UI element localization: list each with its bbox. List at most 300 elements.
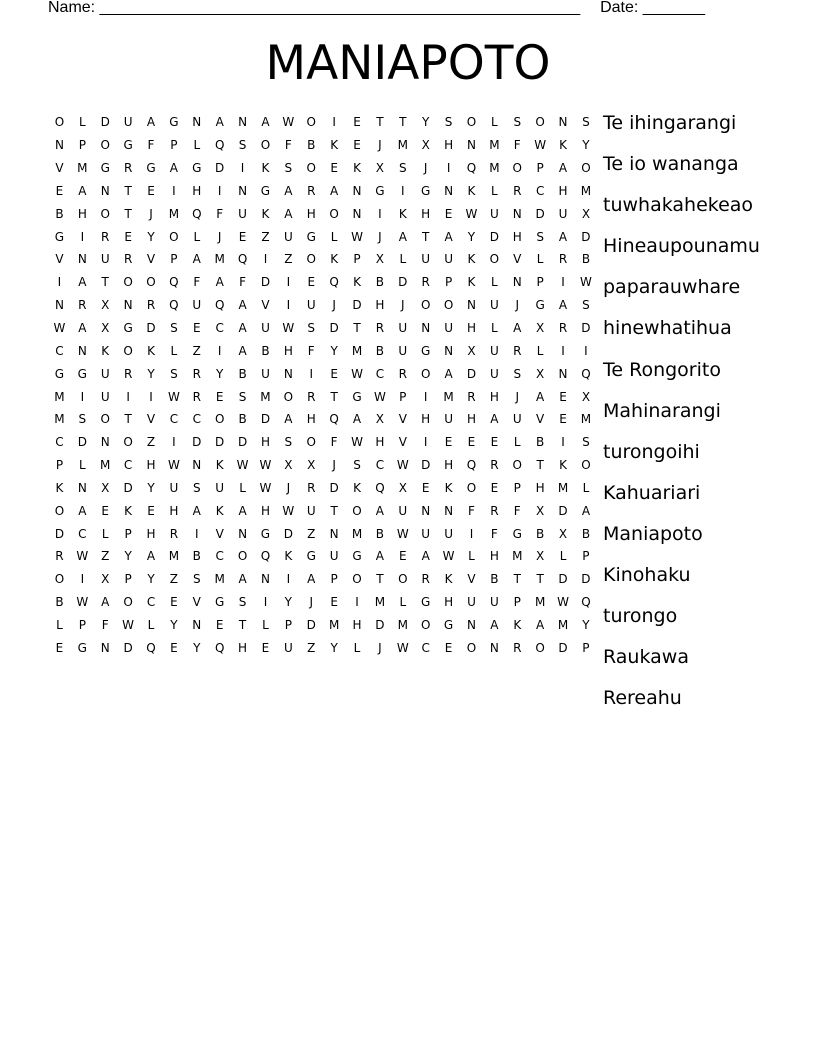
grid-letter: F — [193, 275, 201, 290]
grid-letter: S — [238, 138, 247, 153]
grid-letter: K — [101, 343, 110, 358]
grid-letter: C — [375, 366, 385, 381]
grid-letter: G — [375, 183, 385, 198]
grid-letter: A — [352, 412, 362, 427]
grid-letter: J — [423, 161, 428, 176]
grid-letter: U — [123, 115, 133, 130]
grid-letter: X — [101, 321, 110, 336]
grid-letter: D — [192, 435, 202, 450]
grid-row — [48, 248, 597, 271]
grid-letter: X — [375, 412, 385, 427]
grid-letter: U — [261, 366, 270, 381]
grid-letter: N — [192, 115, 202, 130]
grid-letter: J — [401, 298, 405, 313]
grid-letter: Y — [582, 138, 590, 153]
grid-letter: H — [260, 503, 270, 518]
grid-letter: G — [169, 115, 179, 130]
grid-letter: A — [375, 549, 385, 564]
grid-letter: F — [147, 138, 155, 153]
grid-letter: S — [238, 595, 247, 610]
grid-letter: U — [329, 549, 339, 564]
grid-letter: U — [489, 206, 499, 221]
grid-letter: Y — [147, 480, 155, 495]
grid-letter: T — [422, 229, 430, 244]
grid-letter: S — [192, 572, 201, 587]
grid-letter: I — [423, 435, 428, 450]
grid-letter: Y — [147, 366, 155, 381]
grid-letter: V — [146, 412, 156, 427]
grid-letter: A — [513, 321, 522, 336]
word-list-item: hinewhatihua — [603, 317, 732, 340]
grid-letter: F — [239, 275, 247, 290]
grid-letter: Z — [307, 640, 316, 655]
grid-letter: S — [582, 435, 590, 450]
grid-letter: A — [330, 183, 339, 198]
grid-row — [48, 568, 597, 591]
grid-letter: U — [238, 206, 247, 221]
grid-letter: O — [237, 549, 248, 564]
grid-letter: E — [444, 206, 453, 221]
grid-letter: M — [374, 595, 386, 610]
grid-letter: O — [306, 435, 316, 450]
grid-letter: P — [330, 572, 338, 587]
grid-letter: T — [376, 115, 384, 130]
grid-letter: F — [468, 503, 475, 518]
grid-letter: P — [513, 480, 521, 495]
grid-row — [48, 225, 597, 248]
grid-letter: B — [375, 275, 385, 290]
grid-letter: G — [77, 640, 87, 655]
grid-letter: X — [307, 458, 316, 473]
word-list-item: turongoihi — [603, 440, 700, 463]
grid-letter: E — [215, 389, 224, 404]
grid-letter: B — [238, 412, 247, 427]
grid-letter: I — [195, 526, 199, 541]
grid-letter: I — [286, 275, 291, 290]
grid-letter: O — [535, 640, 545, 655]
grid-letter: A — [238, 572, 247, 587]
grid-letter: O — [123, 435, 133, 450]
grid-letter: R — [146, 298, 156, 313]
grid-letter: O — [283, 389, 294, 404]
grid-letter: I — [263, 252, 268, 267]
grid-letter: B — [238, 366, 247, 381]
grid-letter: X — [375, 161, 385, 176]
grid-letter: H — [444, 138, 454, 153]
grid-letter: P — [444, 275, 453, 290]
grid-letter: Y — [216, 366, 224, 381]
grid-letter: Q — [192, 206, 202, 221]
grid-row — [48, 614, 597, 637]
grid-letter: N — [238, 183, 248, 198]
grid-letter: T — [330, 503, 338, 518]
grid-letter: L — [399, 252, 407, 267]
grid-letter: C — [123, 458, 133, 473]
grid-letter: D — [421, 458, 431, 473]
grid-letter: U — [169, 480, 179, 495]
grid-letter: A — [284, 412, 293, 427]
grid-letter: D — [466, 366, 477, 381]
grid-letter: W — [465, 206, 478, 221]
grid-letter: U — [489, 343, 499, 358]
grid-letter: U — [192, 298, 202, 313]
grid-letter: Z — [284, 252, 293, 267]
grid-letter: O — [169, 229, 179, 244]
grid-letter: O — [54, 572, 65, 587]
grid-letter: A — [238, 343, 247, 358]
grid-letter: G — [306, 229, 316, 244]
grid-letter: I — [561, 343, 565, 358]
grid-letter: K — [124, 503, 133, 518]
grid-letter: N — [444, 183, 454, 198]
grid-letter: K — [55, 480, 64, 495]
grid-letter: E — [147, 183, 155, 198]
grid-letter: S — [307, 321, 316, 336]
grid-letter: E — [170, 640, 178, 655]
grid-letter: U — [512, 412, 522, 427]
grid-letter: D — [283, 526, 293, 541]
grid-letter: S — [536, 229, 544, 244]
word-list-item: Te io wananga — [603, 153, 739, 176]
grid-letter: Q — [169, 298, 179, 313]
grid-letter: B — [307, 138, 316, 153]
grid-letter: N — [100, 435, 110, 450]
grid-letter: D — [558, 572, 568, 587]
grid-letter: K — [559, 458, 567, 473]
grid-letter: S — [513, 115, 522, 130]
grid-letter: O — [306, 161, 316, 176]
word-list-item: Maniapoto — [603, 522, 703, 545]
grid-letter: P — [170, 252, 178, 267]
grid-letter: X — [581, 389, 591, 404]
grid-letter: E — [170, 595, 178, 610]
grid-letter: C — [146, 595, 156, 610]
grid-letter: G — [512, 526, 522, 541]
grid-letter: Q — [214, 640, 225, 655]
grid-letter: U — [283, 229, 293, 244]
grid-letter: P — [513, 595, 521, 610]
grid-letter: B — [192, 549, 201, 564]
grid-letter: Y — [467, 229, 476, 244]
grid-letter: T — [124, 183, 132, 198]
grid-letter: H — [146, 458, 156, 473]
word-list-item: paparauwhare — [603, 276, 741, 299]
grid-letter: O — [443, 298, 454, 313]
grid-letter: O — [466, 115, 477, 130]
grid-letter: W — [167, 458, 180, 473]
grid-letter: A — [558, 161, 568, 176]
grid-letter: G — [215, 595, 225, 610]
grid-letter: A — [238, 298, 247, 313]
grid-letter: A — [238, 503, 247, 518]
grid-letter: E — [559, 412, 567, 427]
grid-letter: H — [535, 480, 545, 495]
grid-letter: H — [558, 183, 568, 198]
grid-letter: J — [149, 206, 153, 221]
header-line — [48, 0, 705, 18]
grid-letter: O — [146, 275, 156, 290]
grid-letter: W — [259, 480, 272, 495]
grid-letter: Q — [375, 480, 385, 495]
grid-letter: M — [534, 595, 546, 610]
grid-letter: N — [466, 138, 476, 153]
grid-letter: N — [489, 640, 499, 655]
grid-letter: A — [536, 617, 545, 632]
grid-letter: I — [217, 343, 222, 358]
grid-letter: D — [581, 572, 591, 587]
grid-letter: R — [307, 389, 316, 404]
grid-letter: L — [536, 343, 544, 358]
grid-letter: N — [466, 298, 476, 313]
grid-letter: W — [351, 366, 363, 381]
grid-letter: A — [78, 275, 87, 290]
grid-letter: V — [398, 435, 407, 450]
grid-letter: H — [489, 389, 499, 404]
grid-letter: F — [513, 503, 521, 518]
grid-letter: A — [398, 229, 407, 244]
grid-letter: J — [378, 640, 382, 655]
grid-letter: U — [558, 206, 568, 221]
grid-letter: H — [466, 321, 476, 336]
grid-letter: H — [306, 206, 316, 221]
grid-letter: M — [214, 572, 225, 587]
grid-letter: M — [397, 138, 408, 153]
grid-letter: O — [306, 252, 316, 267]
grid-letter: S — [284, 435, 293, 450]
grid-letter: H — [375, 298, 385, 313]
grid-letter: O — [54, 503, 65, 518]
grid-letter: I — [446, 161, 451, 176]
grid-letter: D — [329, 480, 339, 495]
grid-letter: L — [78, 115, 86, 130]
grid-letter: Z — [169, 572, 179, 587]
grid-letter: A — [146, 549, 156, 564]
grid-letter: Q — [146, 640, 156, 655]
grid-letter: X — [536, 503, 545, 518]
grid-letter: K — [398, 206, 407, 221]
grid-letter: Q — [329, 275, 339, 290]
grid-letter: N — [558, 115, 568, 130]
grid-letter: J — [332, 458, 336, 473]
grid-letter: Y — [330, 343, 338, 358]
grid-letter: S — [170, 321, 178, 336]
grid-letter: R — [375, 321, 385, 336]
grid-letter: U — [444, 412, 453, 427]
grid-letter: A — [581, 503, 591, 518]
grid-letter: D — [215, 435, 225, 450]
grid-letter: V — [146, 252, 156, 267]
name-field-label: Name: ______________________________________________________ — [48, 0, 581, 16]
grid-letter: G — [421, 343, 431, 358]
grid-letter: R — [78, 298, 87, 313]
grid-letter: A — [169, 161, 178, 176]
grid-letter: L — [513, 435, 521, 450]
grid-letter: G — [192, 161, 202, 176]
grid-letter: D — [123, 640, 133, 655]
grid-letter: P — [124, 526, 132, 541]
grid-letter: K — [261, 161, 270, 176]
grid-letter: D — [535, 206, 545, 221]
grid-letter: K — [261, 206, 270, 221]
grid-letter: P — [78, 138, 86, 153]
grid-letter: W — [557, 595, 569, 610]
grid-letter: N — [329, 526, 339, 541]
grid-letter: W — [167, 389, 180, 404]
grid-letter: M — [580, 412, 592, 427]
grid-letter: H — [306, 412, 316, 427]
grid-letter: A — [215, 275, 224, 290]
grid-letter: O — [54, 115, 65, 130]
word-list-item: Hineaupounamu — [603, 235, 760, 258]
grid-letter: F — [307, 343, 315, 358]
grid-letter: E — [467, 435, 476, 450]
grid-letter: V — [192, 595, 201, 610]
grid-letter: Y — [582, 617, 590, 632]
grid-letter: O — [398, 572, 408, 587]
grid-letter: U — [421, 252, 431, 267]
grid-letter: U — [261, 321, 270, 336]
word-list — [603, 110, 760, 726]
grid-letter: V — [55, 252, 64, 267]
grid-letter: D — [558, 503, 568, 518]
grid-letter: B — [581, 252, 591, 267]
grid-letter: P — [536, 275, 544, 290]
grid-letter: N — [192, 458, 202, 473]
grid-letter: Y — [124, 549, 132, 564]
grid-letter: G — [54, 366, 65, 381]
grid-letter: O — [123, 343, 133, 358]
grid-letter: F — [513, 138, 521, 153]
grid-letter: C — [535, 183, 545, 198]
grid-letter: Q — [466, 161, 477, 176]
grid-letter: Q — [581, 366, 591, 381]
grid-letter: K — [353, 480, 361, 495]
grid-letter: B — [375, 526, 385, 541]
grid-letter: W — [396, 458, 409, 473]
grid-letter: H — [146, 526, 156, 541]
grid-letter: V — [398, 412, 407, 427]
grid-letter: H — [489, 549, 499, 564]
grid-letter: Q — [581, 595, 591, 610]
word-list-item: Kahuariari — [603, 481, 701, 504]
grid-row — [48, 591, 597, 614]
grid-letter: X — [421, 138, 430, 153]
grid-letter: W — [351, 229, 363, 244]
grid-letter: T — [399, 115, 407, 130]
grid-letter: I — [355, 595, 359, 610]
grid-letter: M — [77, 161, 88, 176]
word-list-item: Kinohaku — [603, 564, 691, 587]
grid-letter: V — [536, 412, 545, 427]
grid-letter: N — [421, 503, 431, 518]
grid-letter: X — [284, 458, 293, 473]
grid-letter: T — [124, 206, 132, 221]
grid-letter: J — [515, 298, 520, 313]
grid-letter: K — [215, 458, 224, 473]
grid-letter: A — [78, 321, 87, 336]
word-list-item: Raukawa — [603, 646, 689, 669]
grid-letter: Q — [260, 549, 271, 564]
grid-letter: L — [536, 252, 544, 267]
grid-letter: D — [260, 275, 271, 290]
grid-letter: H — [421, 206, 431, 221]
grid-letter: R — [123, 252, 133, 267]
grid-letter: E — [353, 115, 361, 130]
grid-letter: U — [489, 595, 499, 610]
grid-letter: D — [54, 526, 65, 541]
grid-letter: A — [261, 115, 270, 130]
grid-letter: Y — [170, 617, 178, 632]
grid-letter: U — [398, 321, 408, 336]
grid-letter: R — [513, 183, 522, 198]
grid-letter: A — [490, 412, 499, 427]
grid-letter: G — [77, 366, 87, 381]
grid-letter: E — [330, 161, 338, 176]
grid-letter: D — [581, 229, 591, 244]
grid-letter: C — [78, 526, 87, 541]
grid-letter: H — [421, 412, 431, 427]
grid-letter: M — [557, 617, 569, 632]
grid-letter: O — [581, 161, 591, 176]
grid-letter: W — [282, 503, 295, 518]
grid-letter: A — [490, 617, 499, 632]
grid-letter: U — [444, 526, 453, 541]
grid-letter: W — [579, 275, 592, 290]
grid-letter: Y — [422, 115, 430, 130]
grid-letter: K — [215, 503, 224, 518]
grid-letter: A — [307, 572, 316, 587]
grid-letter: U — [306, 503, 316, 518]
grid-letter: N — [512, 275, 522, 290]
grid-letter: O — [352, 503, 362, 518]
grid-letter: L — [330, 229, 338, 244]
grid-letter: U — [398, 503, 408, 518]
grid-row — [48, 271, 597, 294]
grid-letter: M — [351, 343, 363, 358]
grid-letter: H — [77, 206, 87, 221]
grid-letter: M — [168, 206, 180, 221]
grid-letter: L — [193, 138, 201, 153]
grid-letter: C — [55, 343, 64, 358]
grid-letter: A — [146, 115, 156, 130]
grid-letter: J — [309, 595, 314, 610]
grid-letter: K — [353, 275, 361, 290]
grid-letter: H — [375, 435, 385, 450]
grid-letter: L — [468, 549, 475, 564]
grid-letter: M — [351, 526, 363, 541]
grid-letter: R — [307, 480, 316, 495]
grid-letter: F — [101, 617, 109, 632]
grid-letter: R — [192, 389, 201, 404]
grid-letter: O — [420, 617, 431, 632]
grid-letter: A — [558, 229, 568, 244]
grid-letter: K — [353, 161, 361, 176]
grid-letter: W — [282, 115, 295, 130]
grid-letter: U — [467, 595, 476, 610]
grid-letter: R — [123, 366, 133, 381]
grid-letter: V — [513, 252, 522, 267]
grid-letter: I — [423, 389, 428, 404]
word-list-item: Te ihingarangi — [603, 112, 737, 134]
grid-letter: L — [582, 480, 590, 495]
grid-letter: S — [170, 366, 178, 381]
grid-letter: H — [444, 595, 454, 610]
grid-letter: C — [375, 458, 385, 473]
grid-letter: R — [192, 366, 201, 381]
grid-letter: R — [307, 183, 316, 198]
word-list-item: Te Rongorito — [603, 358, 721, 381]
grid-letter: O — [329, 206, 339, 221]
